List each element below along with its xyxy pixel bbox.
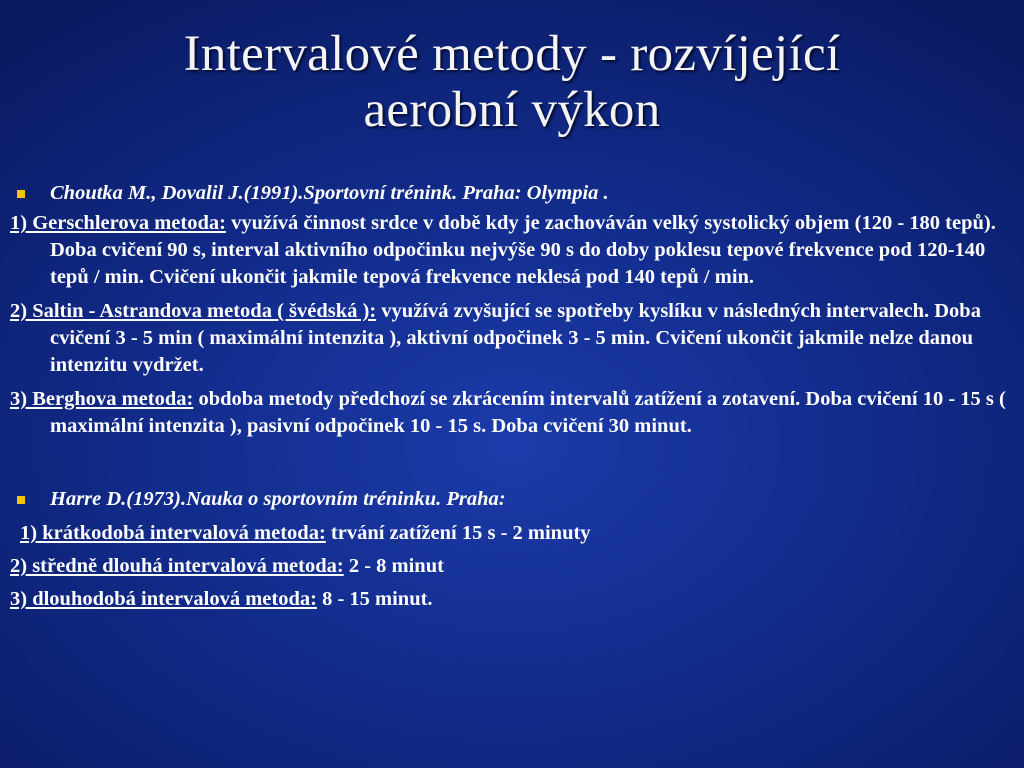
method-description: využívá činnost srdce v době kdy je zachováván velký systolický objem (120 - 180 tepů). Doba cvičení 90 s, interval aktivního odpočinku nejvýše 90 s do doby poklesu tepové frekvence pod 120-140 tepů / min. Cvičení ukončit jakmile tepová frekvence neklesá pod 140 tepů / min. xyxy=(50,212,996,288)
slide-title xyxy=(0,26,1024,138)
method-long-term xyxy=(10,586,1010,613)
method-label: 1) Gerschlerova metoda: xyxy=(10,212,226,234)
method-gerschler xyxy=(10,210,1010,291)
slide-title-line-1: Intervalové metody - rozvíjející xyxy=(183,26,841,82)
reference-choutka xyxy=(10,178,1010,208)
method-label: 3) dlouhodobá intervalová metoda: xyxy=(10,588,317,610)
method-label: 2) Saltin - Astrandova metoda ( švédská ): xyxy=(10,300,377,322)
slide-body xyxy=(10,178,1010,613)
reference-text: Harre D.(1973).Nauka o sportovním tréninku. Praha: xyxy=(50,488,506,510)
method-description: trvání zatížení 15 s - 2 minuty xyxy=(325,522,591,544)
method-medium-term xyxy=(10,553,1010,580)
method-bergh xyxy=(10,386,1010,440)
method-saltin-astrand xyxy=(10,298,1010,379)
square-bullet-icon xyxy=(17,496,25,504)
method-description: 8 - 15 minut. xyxy=(316,588,433,610)
method-description: obdoba metody předchozí se zkrácením intervalů zatížení a zotavení. Doba cvičení 10 - 15 s ( maximální intenzita ), pasivní odpočinek 10 - 15 s. Doba cvičení 30 minut. xyxy=(50,388,1006,437)
method-description: využívá zvyšující se spotřeby kyslíku v následných intervalech. Doba cvičení 3 - 5 min ( maximální intenzita ), aktivní odpočinek 3 - 5 min. Cvičení ukončit jakmile nelze danou intenzitu vydržet. xyxy=(50,300,981,376)
slide-title-line-2: aerobní výkon xyxy=(363,82,661,138)
method-label: 2) středně dlouhá intervalová metoda: xyxy=(10,555,344,577)
method-label: 1) krátkodobá intervalová metoda: xyxy=(20,522,326,544)
method-label: 3) Berghova metoda: xyxy=(10,388,194,410)
method-description: 2 - 8 minut xyxy=(343,555,444,577)
method-short-term xyxy=(10,520,1010,547)
reference-harre xyxy=(10,484,1010,514)
square-bullet-icon xyxy=(17,190,25,198)
reference-text: Choutka M., Dovalil J.(1991).Sportovní trénink. Praha: Olympia . xyxy=(50,182,609,204)
